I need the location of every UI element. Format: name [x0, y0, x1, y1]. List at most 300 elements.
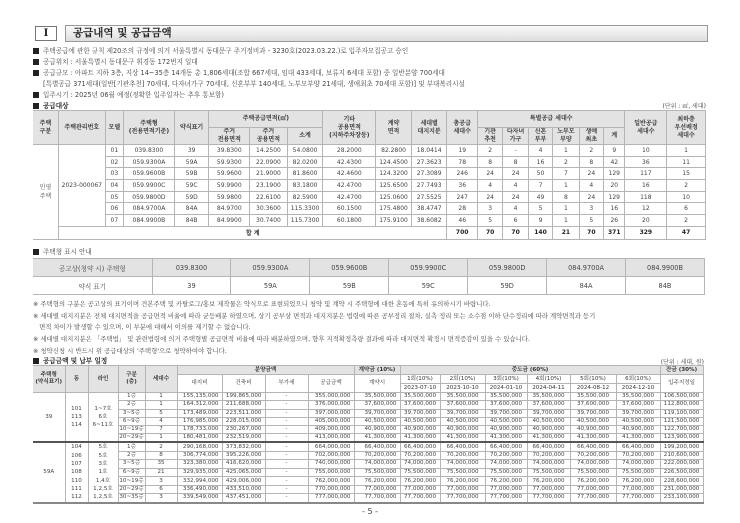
general-supply-cell: 118	[625, 191, 667, 203]
model-cell: 03	[105, 168, 123, 180]
installment-cell: 39,700,000	[527, 409, 570, 417]
installment-cell: 66,400,000	[570, 442, 616, 451]
building-cell: 416,620,000	[222, 460, 265, 469]
table-row	[33, 215, 706, 227]
subtotal-cell: 115.3300	[287, 203, 323, 215]
installment-cell: 35,500,000	[616, 393, 660, 401]
deposit-cell: 76,200,000	[354, 477, 400, 486]
units-cell: 8	[145, 451, 177, 460]
price-schedule-table	[33, 365, 704, 504]
price-schedule-heading	[33, 355, 107, 365]
table-row	[33, 401, 703, 409]
vat-cell: -	[265, 485, 308, 494]
installment-cell: 70,200,000	[485, 451, 527, 460]
floor-cell: 10~19층	[119, 477, 144, 484]
installment-cell: 66,400,000	[440, 442, 485, 451]
th-land: 대지비	[177, 375, 222, 393]
installment-cell: 77,000,000	[485, 485, 527, 494]
type-guide-label-abbr: 약식 표기	[33, 277, 152, 295]
vat-cell: -	[265, 442, 308, 451]
abbr-cell: 59A	[174, 156, 209, 168]
building-cell: 232,519,000	[222, 434, 265, 443]
general-supply-cell: 20	[625, 215, 667, 227]
th-exclusive: 주거 전용면적	[209, 128, 250, 145]
installment-cell: 40,500,000	[570, 417, 616, 425]
land-share-cell: 27.3089	[411, 168, 447, 180]
th-vat: 부가세	[265, 375, 308, 393]
other-area-cell: 28.2000	[323, 145, 376, 157]
th-middle: 중도금 (60%)	[400, 366, 660, 375]
installment-cell: 70,200,000	[440, 451, 485, 460]
square-bullet-icon	[33, 92, 39, 98]
th-installment-date: 2024-12-10	[616, 384, 660, 393]
installment-cell: 35,500,000	[440, 393, 485, 401]
units-cell: 21	[145, 468, 177, 477]
installment-cell: 75,500,000	[570, 468, 616, 477]
total-units-cell: 246	[447, 168, 478, 180]
installment-cell: 77,000,000	[400, 485, 440, 494]
balance-cell: 226,500,000	[660, 468, 703, 477]
multi-child-cell: 6	[503, 215, 528, 227]
land-share-cell: 27.3623	[411, 156, 447, 168]
installment-cell: 70,200,000	[400, 451, 440, 460]
deposit-cell: 37,600,000	[354, 401, 400, 409]
contract-area-cell: 125.6500	[376, 180, 412, 192]
land-cell: 290,168,000	[177, 442, 222, 451]
vat-cell: -	[265, 494, 308, 503]
bullet-text: 주택공급에 관한 규칙 제20조의 규정에 의거 서울특별시 동대문구 주거정비과 - 3230호(2023.03.22.)로 입주자모집공고 승인	[43, 47, 409, 55]
land-share-cell: 38.6082	[411, 215, 447, 227]
th-installment: 5회(10%)	[570, 375, 616, 384]
type-cell: 059.9900C	[124, 180, 175, 192]
type-cell: 39	[33, 393, 65, 443]
model-cell: 07	[105, 215, 123, 227]
special-sum-cell: 16	[604, 203, 625, 215]
installment-cell: 37,600,000	[485, 401, 527, 409]
th-supply: 공급금액	[308, 375, 354, 393]
installment-cell: 75,500,000	[616, 468, 660, 477]
table-row	[33, 191, 706, 203]
installment-cell: 37,600,000	[616, 401, 660, 409]
first-time-cell: 24	[579, 191, 603, 203]
th-installment: 6회(10%)	[616, 375, 660, 384]
installment-cell: 66,400,000	[485, 442, 527, 451]
table-row	[33, 168, 706, 180]
vat-cell: -	[265, 468, 308, 477]
first-time-total: 70	[579, 226, 603, 239]
th-installment: 3회(10%)	[485, 375, 527, 384]
units-cell: 35	[145, 460, 177, 469]
balance-cell: 233,100,000	[660, 494, 703, 503]
deposit-cell: 77,000,000	[354, 485, 400, 494]
installment-cell: 70,200,000	[570, 451, 616, 460]
installment-cell: 41,300,000	[527, 434, 570, 443]
type-guide-abbr: 39	[152, 277, 231, 295]
note-2: ※ 세대별 대지지분은 전체 대지면적을 공급면적 비율에 따라 균등배분 하였으며, 상기 공부상 면적과 대지지분은 법령에 따른 공부정리 절차, 실측 정리 또는 소수점 이하 단수정리에 따라 계약면적과 등기	[33, 312, 596, 320]
th-installment-date: 2024-08-12	[570, 384, 616, 393]
installment-cell: 77,700,000	[570, 494, 616, 503]
other-area-cell: 42.4700	[323, 180, 376, 192]
institution-cell: 4	[477, 180, 502, 192]
building-cell: 395,226,000	[222, 451, 265, 460]
table-row	[33, 485, 703, 494]
th-type: 주택형 (약식표기)	[33, 366, 65, 393]
th-type: 주택형 (전용면적기준)	[124, 111, 175, 145]
th-price: 분양금액	[177, 366, 354, 375]
th-installment: 4회(10%)	[527, 375, 570, 384]
deposit-cell: 74,000,000	[354, 460, 400, 469]
type-guide-type: 039.8300	[152, 259, 231, 277]
elderly-cell: 1	[553, 180, 579, 192]
lowest-floor-cell: 6	[667, 203, 706, 215]
first-time-cell: 3	[579, 203, 603, 215]
floor-cell: 6~9층	[118, 417, 145, 425]
exclusive-cell: 84.9900	[209, 215, 250, 227]
land-share-cell: 27.5525	[411, 191, 447, 203]
subtotal-cell: 81.8600	[287, 168, 323, 180]
abbr-cell: 59C	[174, 180, 209, 192]
heading-text: 공급대상	[43, 102, 69, 110]
page-number: - 5 -	[362, 507, 378, 516]
table-row	[33, 468, 703, 477]
building-cell: 425,065,000	[222, 468, 265, 477]
th-line: 라인	[88, 366, 118, 393]
building-cell: 433,510,000	[222, 485, 265, 494]
th-other-area: 기타 공용면적 (지하주차장등)	[323, 111, 376, 145]
institution-cell: 24	[477, 168, 502, 180]
subtotal-cell: 82.5900	[287, 191, 323, 203]
supply-cell: 397,000,000	[308, 409, 354, 417]
installment-cell: 77,700,000	[400, 494, 440, 503]
subtotal-cell: 115.7300	[287, 215, 323, 227]
units-cell: 5	[145, 409, 177, 417]
special-sum-cell: 129	[604, 191, 625, 203]
installment-cell: 74,000,000	[485, 460, 527, 469]
table-row	[33, 409, 703, 417]
land-cell: 176,985,000	[177, 417, 222, 425]
table-row	[33, 451, 703, 460]
table-row	[33, 156, 706, 168]
line-cell: 5호 5호 3호 1호 1,4호 1,2,5호 1,2,5호	[88, 442, 118, 502]
square-bullet-icon	[33, 59, 39, 65]
type-cell: 59A	[33, 442, 65, 502]
th-installment-date: 2023-10-10	[440, 384, 485, 393]
first-time-cell: 2	[579, 145, 603, 157]
vat-cell: -	[265, 426, 308, 434]
floor-cell: 6~9층	[118, 468, 145, 477]
deposit-cell: 77,700,000	[354, 494, 400, 503]
installment-cell: 77,700,000	[527, 494, 570, 503]
lowest-floor-cell: 15	[667, 168, 706, 180]
supply-cell: 413,000,000	[308, 434, 354, 443]
exclusive-cell: 84.9700	[209, 203, 250, 215]
installment-cell: 35,500,000	[485, 393, 527, 401]
total-label: 합 계	[58, 226, 447, 239]
type-cell: 084.9900B	[124, 215, 175, 227]
total-units-cell: 247	[447, 191, 478, 203]
installment-cell: 40,500,000	[440, 417, 485, 425]
contract-area-cell: 125.0600	[376, 191, 412, 203]
contract-area-cell: 124.4500	[376, 156, 412, 168]
table-row	[33, 460, 703, 469]
general-supply-cell: 117	[625, 168, 667, 180]
th-installment: 2회(10%)	[440, 375, 485, 384]
exclusive-cell: 59.9900	[209, 180, 250, 192]
multi-child-cell: 24	[503, 168, 528, 180]
institution-cell: 5	[477, 215, 502, 227]
general-supply-cell: 16	[625, 180, 667, 192]
th-subtotal: 소계	[287, 128, 323, 145]
multi-child-cell: 24	[503, 191, 528, 203]
type-cell: 084.9700A	[124, 203, 175, 215]
newlywed-cell: 9	[528, 215, 552, 227]
bullet-scale	[33, 67, 445, 77]
installment-cell: 41,300,000	[440, 434, 485, 443]
land-share-cell: 18.0414	[411, 145, 447, 157]
square-bullet-icon	[33, 249, 39, 255]
lowest-floor-cell: 1	[667, 145, 706, 157]
installment-cell: 35,500,000	[527, 393, 570, 401]
other-area-cell: 60.1500	[323, 203, 376, 215]
th-installment-date: 2024-04-11	[527, 384, 570, 393]
units-cell: 3	[145, 494, 177, 503]
installment-cell: 41,300,000	[400, 434, 440, 443]
installment-cell: 39,700,000	[400, 409, 440, 417]
th-newlywed: 신혼 부부	[528, 128, 552, 145]
installment-cell: 37,600,000	[527, 401, 570, 409]
units-cell: 7	[145, 426, 177, 434]
balance-cell: 210,600,000	[660, 451, 703, 460]
balance-cell: 122,700,000	[660, 426, 703, 434]
installment-cell: 40,900,000	[485, 426, 527, 434]
supply-cell: 355,000,000	[308, 393, 354, 401]
building-cell: 211,688,000	[222, 401, 265, 409]
table-row	[33, 477, 703, 486]
vat-cell: -	[265, 477, 308, 486]
installment-cell: 76,200,000	[527, 477, 570, 486]
lowest-floor-cell: 2	[667, 215, 706, 227]
vat-cell: -	[265, 460, 308, 469]
land-cell: 339,549,000	[177, 494, 222, 503]
special-sum-cell: 20	[604, 180, 625, 192]
type-guide-abbr: 59A	[231, 277, 310, 295]
units-cell: 1	[145, 434, 177, 443]
table-row	[33, 417, 703, 425]
newlywed-total: 140	[528, 226, 552, 239]
lowest-floor-cell: 11	[667, 156, 706, 168]
installment-cell: 74,000,000	[616, 460, 660, 469]
installment-cell: 74,000,000	[527, 460, 570, 469]
multi-child-cell: 4	[503, 180, 528, 192]
supply-cell: 770,000,000	[308, 485, 354, 494]
installment-cell: 75,500,000	[485, 468, 527, 477]
building-cell: 437,451,000	[222, 494, 265, 503]
th-contract-area: 계약 면적	[376, 111, 412, 145]
installment-cell: 77,700,000	[485, 494, 527, 503]
first-time-cell: 5	[579, 215, 603, 227]
common-cell: 14.2500	[250, 145, 288, 157]
square-bullet-icon	[33, 48, 39, 54]
type-guide-type: 059.9300A	[231, 259, 310, 277]
th-multi-child: 다자녀 가구	[503, 128, 528, 145]
floor-cell: 1층	[118, 393, 145, 401]
table-row	[33, 393, 703, 401]
installment-cell: 74,000,000	[400, 460, 440, 469]
supply-target-table	[33, 110, 706, 240]
th-deposit: 계약금 (10%)	[354, 366, 400, 375]
th-installment-date: 2024-01-10	[485, 384, 527, 393]
price-schedule-unit: (단위 : 세대, 원)	[660, 359, 704, 366]
installment-cell: 40,500,000	[485, 417, 527, 425]
land-cell: 178,733,000	[177, 426, 222, 434]
type-guide-abbr: 59C	[389, 277, 468, 295]
th-installment-date: 2023-07-10	[400, 384, 440, 393]
vat-cell: -	[265, 451, 308, 460]
other-area-cell: 42.4600	[323, 168, 376, 180]
installment-cell: 76,200,000	[616, 477, 660, 486]
th-units: 세대수	[145, 366, 177, 393]
units-cell: 3	[145, 477, 177, 486]
type-guide-table	[33, 258, 705, 295]
land-cell: 329,935,000	[177, 468, 222, 477]
land-share-cell: 38.4747	[411, 203, 447, 215]
installment-cell: 66,400,000	[616, 442, 660, 451]
square-bullet-icon	[33, 103, 39, 109]
line-cell: 1~7호 6호 6~11호	[88, 393, 118, 443]
elderly-cell: 8	[553, 191, 579, 203]
type-guide-label-type: 공고상(청약 시) 주택형	[33, 259, 152, 277]
installment-cell: 77,000,000	[616, 485, 660, 494]
installment-cell: 76,200,000	[485, 477, 527, 486]
newlywed-cell: 50	[528, 168, 552, 180]
installment-cell: 37,600,000	[440, 401, 485, 409]
installment-cell: 35,500,000	[570, 393, 616, 401]
type-cell: 039.8300	[124, 145, 175, 157]
th-balance: 잔금 (30%)	[660, 366, 703, 375]
supply-cell: 740,000,000	[308, 460, 354, 469]
building-cell: 228,015,000	[222, 417, 265, 425]
deposit-cell: 40,500,000	[354, 417, 400, 425]
supply-cell: 405,000,000	[308, 417, 354, 425]
exclusive-cell: 59.9300	[209, 156, 250, 168]
installment-cell: 39,700,000	[440, 409, 485, 417]
type-cell: 059.9800D	[124, 191, 175, 203]
installment-cell: 39,700,000	[485, 409, 527, 417]
table-row	[33, 180, 706, 192]
multi-child-cell: 4	[503, 203, 528, 215]
other-area-cell: 60.1800	[323, 215, 376, 227]
total-units-total: 700	[447, 226, 478, 239]
multi-child-cell: -	[503, 145, 528, 157]
th-general-supply: 일반공급 세대수	[625, 111, 667, 145]
elderly-cell: 1	[553, 215, 579, 227]
units-cell: 1	[145, 393, 177, 401]
bullet-move-in	[33, 89, 224, 99]
total-units-cell: 28	[447, 203, 478, 215]
exclusive-cell: 59.9800	[209, 191, 250, 203]
type-guide-abbr: 84B	[626, 277, 705, 295]
note-1: ※ 주택형의 구분은 공고상의 표기이며 견본주택 및 카탈로그/홍보 제작물은 약식으로 표현되었으니 청약 및 계약 시 주택형에 대한 혼동에 특히 유의하시기 바랍니다.	[33, 300, 491, 308]
installment-cell: 77,700,000	[616, 494, 660, 503]
balance-cell: 123,900,000	[660, 434, 703, 443]
dong-cell: 101 113 114	[65, 393, 88, 443]
installment-cell: 41,300,000	[616, 434, 660, 443]
balance-cell: 222,000,000	[660, 460, 703, 469]
floor-cell: 2층	[118, 451, 145, 460]
bullet-scale-cont: [특별공급 371세대(일반[기관추천] 70세대, 다자녀가구 70세대, 신혼부부 140세대, 노부모부양 21세대, 생애최초 70세대 포함)] 및 부대복리시설	[43, 80, 465, 88]
bullet-text: 공급규모 : 아파트 지하 3층, 지상 14~35층 14개동 총 1,806세대(조합 667세대, 임대 433세대, 보류지 6세대 포함) 중 일반분양 700세대	[43, 69, 445, 77]
bullet-approval	[33, 45, 408, 55]
institution-total: 70	[477, 226, 502, 239]
installment-cell: 40,900,000	[527, 426, 570, 434]
model-cell: 02	[105, 156, 123, 168]
common-cell: 21.9000	[250, 168, 288, 180]
land-cell: 323,380,000	[177, 460, 222, 469]
installment-cell: 41,300,000	[485, 434, 527, 443]
contract-area-cell: 82.2800	[376, 145, 412, 157]
lowest-floor-total: 47	[667, 226, 706, 239]
total-units-cell: 36	[447, 180, 478, 192]
units-cell: 4	[145, 417, 177, 425]
bullet-text: 입주시기 : 2025년 06월 예정(정확한 입주일자는 추후 통보함)	[43, 91, 224, 99]
floor-cell: 30~35층	[118, 494, 145, 503]
th-supply-area: 주택공급면적(㎡)	[209, 111, 323, 128]
land-cell: 180,481,000	[177, 434, 222, 443]
installment-cell: 40,500,000	[527, 417, 570, 425]
land-cell: 164,312,000	[177, 401, 222, 409]
table-row	[33, 426, 703, 434]
installment-cell: 77,700,000	[440, 494, 485, 503]
deposit-cell: 35,500,000	[354, 393, 400, 401]
type-guide-abbr: 59D	[468, 277, 547, 295]
type-guide-type: 059.9600B	[310, 259, 389, 277]
installment-cell: 77,000,000	[440, 485, 485, 494]
note-2-cont: 면적 차이가 발생할 수 있으며, 이 부분에 대해서 이의를 제기할 수 없습니다.	[33, 323, 251, 331]
first-time-cell: 8	[579, 156, 603, 168]
floor-cell: 10~19층	[119, 426, 144, 433]
balance-cell: 119,100,000	[660, 409, 703, 417]
square-bullet-icon	[33, 70, 39, 76]
supply-target-unit: (단위 : ㎡, 세대)	[662, 103, 706, 110]
installment-cell: 76,200,000	[440, 477, 485, 486]
land-cell: 306,774,000	[177, 451, 222, 460]
table-row	[33, 203, 706, 215]
general-supply-cell: 36	[625, 156, 667, 168]
abbr-cell: 59D	[174, 191, 209, 203]
vat-cell: -	[265, 401, 308, 409]
floor-cell: 3~5층	[118, 409, 145, 417]
installment-cell: 77,000,000	[570, 485, 616, 494]
table-row	[33, 494, 703, 503]
supply-cell: 409,000,000	[308, 426, 354, 434]
deposit-cell: 70,200,000	[354, 451, 400, 460]
installment-cell: 70,200,000	[527, 451, 570, 460]
multi-child-cell: 8	[503, 156, 528, 168]
units-cell: 6	[145, 485, 177, 494]
institution-cell: 2	[477, 145, 502, 157]
balance-cell: 199,200,000	[660, 442, 703, 451]
th-abbr: 약식표기	[174, 111, 209, 145]
multi-child-total: 70	[503, 226, 528, 239]
th-dong: 동	[65, 366, 88, 393]
common-cell: 22.0900	[250, 156, 288, 168]
installment-cell: 39,700,000	[570, 409, 616, 417]
installment-cell: 70,200,000	[616, 451, 660, 460]
installment-cell: 40,900,000	[440, 426, 485, 434]
type-guide-abbr: 84A	[547, 277, 626, 295]
supply-cell: 376,000,000	[308, 401, 354, 409]
abbr-cell: 84A	[174, 203, 209, 215]
